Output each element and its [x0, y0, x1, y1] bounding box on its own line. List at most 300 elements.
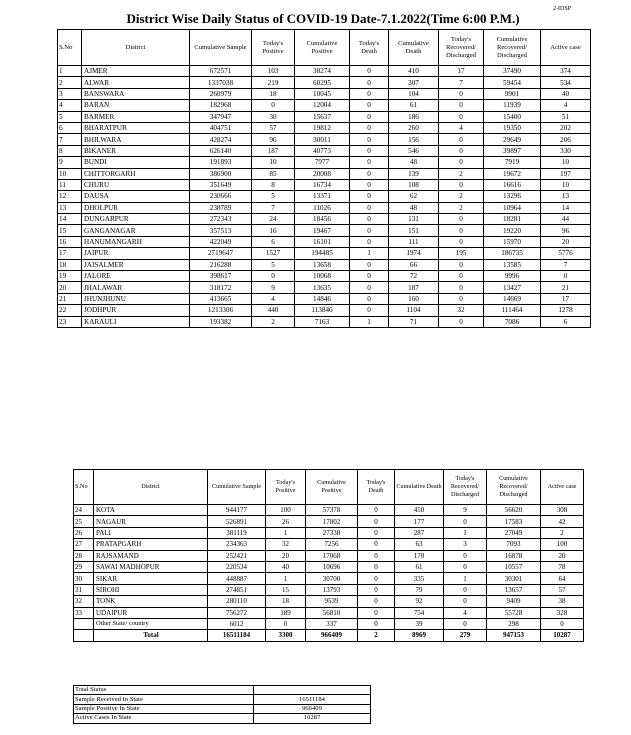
cell-todays-positive: 187	[252, 145, 295, 156]
table-row	[58, 88, 591, 99]
cell-todays-recovered: 4	[444, 607, 487, 618]
cell-todays-recovered: 32	[439, 305, 484, 316]
cell-todays-positive: 4	[252, 293, 295, 304]
cell-cumulative-sample: 357513	[190, 225, 252, 236]
cell-todays-recovered: 0	[439, 88, 484, 99]
cell-district: KOTA	[94, 505, 208, 516]
cell-todays-death: 0	[358, 607, 395, 618]
header-sno: S.No	[58, 30, 82, 66]
cell-cumulative-sample: 260979	[190, 88, 252, 99]
table-row	[58, 66, 591, 77]
cell-cumulative-recovered: 39897	[484, 145, 541, 156]
cell-todays-positive: 1	[266, 527, 306, 538]
cell-cumulative-positive: 13793	[306, 584, 358, 595]
cell-cumulative-death: 160	[389, 293, 439, 304]
cell-sno: 29	[74, 561, 94, 572]
cell-cumulative-sample: 428274	[190, 134, 252, 145]
header-active-case: Active case	[541, 470, 584, 505]
cell-cumulative-sample: 272343	[190, 214, 252, 225]
table-row	[58, 179, 591, 190]
cell-cumulative-recovered: 30301	[487, 573, 541, 584]
cell-sno: 31	[74, 584, 94, 595]
cell-cumulative-death: 170	[395, 550, 444, 561]
cell-sno: 14	[58, 214, 82, 225]
cell-cumulative-death: 410	[389, 66, 439, 77]
cell-todays-death: 0	[358, 584, 395, 595]
header-todays-positive: Today's Positive	[266, 470, 306, 505]
cell-todays-death: 0	[350, 77, 389, 88]
page-title: District Wise Daily Status of COVID-19 Date-7.1.2022(Time 6:00 P.M.)	[126, 11, 520, 26]
cell-todays-recovered: 0	[439, 259, 484, 270]
cell-cumulative-death: 72	[389, 271, 439, 282]
cell-district: JALORE	[82, 271, 190, 282]
header-cumulative-death: Cumulative Death	[389, 30, 439, 66]
header-cumulative-recovered: Cumulative Recovered/ Discharged	[484, 30, 541, 66]
cell-todays-positive: 26	[266, 516, 306, 527]
cell-cumulative-sample: 756272	[208, 607, 266, 618]
cell-cumulative-sample: 16511184	[208, 630, 266, 641]
cell-todays-death: 0	[358, 561, 395, 572]
cell-todays-positive: 40	[266, 561, 306, 572]
cell-sno: 5	[58, 111, 82, 122]
cell-todays-death: 0	[358, 550, 395, 561]
cell-todays-death: 0	[350, 145, 389, 156]
cell-todays-death: 0	[350, 111, 389, 122]
cell-cumulative-sample: 280110	[208, 596, 266, 607]
district-table-2	[73, 469, 584, 642]
summary-value: 10287	[254, 714, 371, 723]
cell-cumulative-recovered: 13657	[487, 584, 541, 595]
cell-cumulative-positive: 16734	[295, 179, 350, 190]
cell-cumulative-death: 48	[389, 202, 439, 213]
cell-cumulative-recovered: 7919	[484, 157, 541, 168]
header-todays-death: Today's Death	[358, 470, 395, 505]
cell-district: CHITTORGARH	[82, 168, 190, 179]
cell-sno: 3	[58, 88, 82, 99]
total-row	[74, 630, 584, 641]
cell-sno: 4	[58, 100, 82, 111]
cell-todays-death: 0	[350, 259, 389, 270]
table-row	[58, 100, 591, 111]
cell-sno: 17	[58, 248, 82, 259]
table-row	[74, 505, 584, 516]
cell-cumulative-recovered: 27049	[487, 527, 541, 538]
cell-todays-death: 0	[350, 122, 389, 133]
cell-cumulative-death: 92	[395, 596, 444, 607]
cell-district: SAWAI MADHOPUR	[94, 561, 208, 572]
cell-cumulative-recovered: 37490	[484, 66, 541, 77]
cell-cumulative-positive: 17802	[306, 516, 358, 527]
cell-cumulative-death: 546	[389, 145, 439, 156]
cell-cumulative-recovered: 9409	[487, 596, 541, 607]
cell-cumulative-sample: 347947	[190, 111, 252, 122]
cell-todays-positive: 18	[266, 596, 306, 607]
cell-sno: 19	[58, 271, 82, 282]
cell-cumulative-recovered: 111464	[484, 305, 541, 316]
cell-sno: 32	[74, 596, 94, 607]
cell-cumulative-death: 66	[389, 259, 439, 270]
cell-todays-positive: 15	[266, 584, 306, 595]
cell-active-case: 2	[541, 527, 584, 538]
cell-active-case: 4	[541, 100, 591, 111]
cell-cumulative-recovered: 16878	[487, 550, 541, 561]
cell-cumulative-recovered: 9996	[484, 271, 541, 282]
cell-cumulative-recovered: 9901	[484, 88, 541, 99]
cell-sno: 27	[74, 539, 94, 550]
header-cumulative-death: Cumulative Death	[395, 470, 444, 505]
table-row	[58, 305, 591, 316]
cell-todays-recovered: 0	[439, 100, 484, 111]
cell-todays-recovered: 2	[439, 191, 484, 202]
cell-cumulative-recovered: 298	[487, 618, 541, 629]
cell-active-case: 57	[541, 584, 584, 595]
summary-heading-row	[74, 686, 371, 695]
cell-cumulative-positive: 113846	[295, 305, 350, 316]
table-row	[58, 316, 591, 327]
cell-cumulative-sample: 944177	[208, 505, 266, 516]
cell-active-case: 330	[541, 145, 591, 156]
cell-todays-positive: 96	[252, 134, 295, 145]
cell-district: JAISALMER	[82, 259, 190, 270]
cell-cumulative-sample: 526891	[208, 516, 266, 527]
cell-cumulative-sample: 386900	[190, 168, 252, 179]
cell-cumulative-recovered: 10964	[484, 202, 541, 213]
cell-cumulative-recovered: 11939	[484, 100, 541, 111]
cell-cumulative-recovered: 19672	[484, 168, 541, 179]
cell-district: JODHPUR	[82, 305, 190, 316]
cell-cumulative-positive: 14846	[295, 293, 350, 304]
cell-todays-positive: 7	[252, 202, 295, 213]
cell-cumulative-sample: 274851	[208, 584, 266, 595]
cell-district: JHALAWAR	[82, 282, 190, 293]
cell-todays-positive: 20	[266, 550, 306, 561]
cell-sno: 16	[58, 236, 82, 247]
cell-cumulative-sample: 318172	[190, 282, 252, 293]
cell-cumulative-sample: 191893	[190, 157, 252, 168]
table-row	[58, 77, 591, 88]
cell-cumulative-positive: 337	[306, 618, 358, 629]
cell-cumulative-positive: 9539	[306, 596, 358, 607]
cell-todays-death: 0	[350, 202, 389, 213]
cell-cumulative-recovered: 15970	[484, 236, 541, 247]
cell-cumulative-recovered: 19220	[484, 225, 541, 236]
cell-cumulative-death: 156	[389, 134, 439, 145]
summary-value: 16511184	[254, 695, 371, 704]
cell-cumulative-death: 61	[389, 100, 439, 111]
cell-cumulative-recovered: 29649	[484, 134, 541, 145]
cell-todays-positive: 8	[252, 179, 295, 190]
cell-cumulative-death: 754	[395, 607, 444, 618]
cell-active-case: 13	[541, 191, 591, 202]
cell-todays-recovered: 0	[439, 293, 484, 304]
cell-sno: 2	[58, 77, 82, 88]
district-table-1	[57, 29, 591, 328]
cell-cumulative-death: 450	[395, 505, 444, 516]
cell-cumulative-recovered: 15400	[484, 111, 541, 122]
header-cumulative-sample: Cumulative Sample	[208, 470, 266, 505]
header-todays-recovered: Today's Recovered/ Discharged	[444, 470, 487, 505]
cell-sno: 10	[58, 168, 82, 179]
cell-cumulative-death: 63	[395, 539, 444, 550]
cell-todays-recovered: 0	[444, 584, 487, 595]
cell-todays-recovered: 1	[444, 573, 487, 584]
cell-todays-positive: 5	[252, 191, 295, 202]
cell-active-case: 374	[541, 66, 591, 77]
summary-value: 966409	[254, 704, 371, 713]
cell-active-case: 10287	[541, 630, 584, 641]
cell-cumulative-death: 104	[389, 88, 439, 99]
cell-todays-positive: 24	[252, 214, 295, 225]
cell-cumulative-recovered: 7093	[487, 539, 541, 550]
cell-todays-recovered: 2	[439, 202, 484, 213]
cell-cumulative-sample: 1337038	[190, 77, 252, 88]
cell-cumulative-death: 131	[389, 214, 439, 225]
header-todays-recovered: Today's Recovered/ Discharged	[439, 30, 484, 66]
cell-cumulative-death: 186	[389, 111, 439, 122]
cell-sno: 9	[58, 157, 82, 168]
cell-todays-positive: 3300	[266, 630, 306, 641]
cell-cumulative-death: 151	[389, 225, 439, 236]
cell-district: BANSWARA	[82, 88, 190, 99]
cell-sno: 1	[58, 66, 82, 77]
cell-sno: 7	[58, 134, 82, 145]
cell-cumulative-sample: 422049	[190, 236, 252, 247]
cell-todays-death: 0	[350, 66, 389, 77]
cell-cumulative-sample: 216288	[190, 259, 252, 270]
cell-todays-death: 0	[350, 293, 389, 304]
cell-cumulative-sample: 6012	[208, 618, 266, 629]
table-header-row	[74, 470, 584, 505]
cell-cumulative-sample: 234363	[208, 539, 266, 550]
cell-cumulative-positive: 13635	[295, 282, 350, 293]
cell-cumulative-sample: 2719647	[190, 248, 252, 259]
cell-district: DAUSA	[82, 191, 190, 202]
cell-sno: 13	[58, 202, 82, 213]
total-status-table	[73, 685, 371, 724]
cell-district: TONK	[94, 596, 208, 607]
cell-cumulative-positive: 7163	[295, 316, 350, 327]
district-table-2-body	[74, 505, 584, 642]
cell-sno	[74, 618, 94, 629]
cell-district: AJMER	[82, 66, 190, 77]
cell-todays-recovered: 1	[444, 527, 487, 538]
table-row	[58, 248, 591, 259]
cell-cumulative-recovered: 19350	[484, 122, 541, 133]
cell-active-case: 78	[541, 561, 584, 572]
cell-active-case: 308	[541, 505, 584, 516]
cell-active-case: 202	[541, 122, 591, 133]
cell-active-case: 20	[541, 236, 591, 247]
cell-cumulative-death: 287	[395, 527, 444, 538]
header-active-case: Active case	[541, 30, 591, 66]
table-row	[58, 122, 591, 133]
cell-cumulative-death: 71	[389, 316, 439, 327]
cell-sno: 12	[58, 191, 82, 202]
cell-active-case: 42	[541, 516, 584, 527]
cell-active-case: 64	[541, 573, 584, 584]
table-row	[74, 607, 584, 618]
cell-cumulative-death: 335	[395, 573, 444, 584]
cell-cumulative-positive: 7256	[306, 539, 358, 550]
cell-todays-death: 0	[350, 236, 389, 247]
cell-cumulative-positive: 30011	[295, 134, 350, 145]
cell-cumulative-death: 187	[389, 282, 439, 293]
cell-todays-recovered: 0	[444, 516, 487, 527]
cell-todays-positive: 10	[252, 157, 295, 168]
cell-todays-recovered: 0	[439, 157, 484, 168]
district-table-1-body	[58, 66, 591, 328]
cell-active-case: 44	[541, 214, 591, 225]
cell-district: HANUMANGARH	[82, 236, 190, 247]
header-cumulative-recovered: Cumulative Recovered/ Discharged	[487, 470, 541, 505]
cell-cumulative-sample: 381119	[208, 527, 266, 538]
cell-cumulative-positive: 18456	[295, 214, 350, 225]
cell-active-case: 1278	[541, 305, 591, 316]
cell-district: ALWAR	[82, 77, 190, 88]
cell-todays-positive: 100	[266, 505, 306, 516]
cell-cumulative-positive: 10068	[295, 271, 350, 282]
cell-todays-positive: 219	[252, 77, 295, 88]
cell-cumulative-recovered: 13296	[484, 191, 541, 202]
cell-todays-positive: 6	[252, 236, 295, 247]
cell-sno: 25	[74, 516, 94, 527]
cell-cumulative-death: 108	[389, 179, 439, 190]
cell-todays-positive: 1	[266, 573, 306, 584]
table-row	[74, 561, 584, 572]
header-cumulative-sample: Cumulative Sample	[190, 30, 252, 66]
cell-cumulative-recovered: 55728	[487, 607, 541, 618]
cell-cumulative-positive: 194485	[295, 248, 350, 259]
cell-todays-death: 0	[350, 214, 389, 225]
cell-todays-positive: 57	[252, 122, 295, 133]
cell-cumulative-death: 62	[389, 191, 439, 202]
summary-label: Sample Positive In State	[74, 704, 254, 713]
table-row	[58, 259, 591, 270]
cell-todays-recovered: 7	[439, 77, 484, 88]
cell-todays-death: 0	[358, 527, 395, 538]
cell-todays-recovered: 0	[444, 561, 487, 572]
cell-active-case: 38	[541, 596, 584, 607]
cell-active-case: 96	[541, 225, 591, 236]
cell-cumulative-death: 307	[389, 77, 439, 88]
table-row	[58, 293, 591, 304]
cell-todays-positive: 0	[252, 271, 295, 282]
cell-cumulative-sample: 448887	[208, 573, 266, 584]
summary-row	[74, 695, 371, 704]
cell-cumulative-positive: 17068	[306, 550, 358, 561]
cell-sno: 30	[74, 573, 94, 584]
table-row	[74, 584, 584, 595]
table-row	[58, 202, 591, 213]
cell-sno	[74, 630, 94, 641]
cell-cumulative-recovered: 7086	[484, 316, 541, 327]
cell-todays-death: 0	[358, 618, 395, 629]
cell-sno: 26	[74, 527, 94, 538]
cell-todays-recovered: 0	[444, 596, 487, 607]
cell-todays-recovered: 0	[439, 214, 484, 225]
cell-active-case: 6	[541, 316, 591, 327]
cell-cumulative-death: 1974	[389, 248, 439, 259]
table-row	[58, 214, 591, 225]
cell-todays-death: 0	[358, 596, 395, 607]
cell-todays-positive: 30	[252, 111, 295, 122]
cell-district: NAGAUR	[94, 516, 208, 527]
cell-cumulative-positive: 16101	[295, 236, 350, 247]
summary-heading: Total Status	[74, 686, 254, 695]
cell-district: Total	[94, 630, 208, 641]
cell-cumulative-positive: 38274	[295, 66, 350, 77]
cell-active-case: 21	[541, 282, 591, 293]
cell-todays-positive: 1527	[252, 248, 295, 259]
cell-todays-death: 0	[350, 305, 389, 316]
table-row	[58, 271, 591, 282]
cell-cumulative-recovered: 18281	[484, 214, 541, 225]
cell-cumulative-recovered: 947153	[487, 630, 541, 641]
table-row	[58, 225, 591, 236]
cell-cumulative-positive: 60295	[295, 77, 350, 88]
cell-active-case: 40	[541, 88, 591, 99]
cell-active-case: 17	[541, 293, 591, 304]
cell-district: BUNDI	[82, 157, 190, 168]
cell-cumulative-sample: 398617	[190, 271, 252, 282]
cell-sno: 23	[58, 316, 82, 327]
cell-todays-recovered: 0	[439, 225, 484, 236]
cell-cumulative-recovered: 59454	[484, 77, 541, 88]
cell-active-case: 100	[541, 539, 584, 550]
cell-district: Other State/ country	[94, 618, 208, 629]
cell-sno: 20	[58, 282, 82, 293]
header-cumulative-positive: Cumulative Positive	[306, 470, 358, 505]
cell-sno: 22	[58, 305, 82, 316]
cell-todays-death: 0	[358, 516, 395, 527]
cell-cumulative-death: 260	[389, 122, 439, 133]
cell-todays-recovered: 0	[439, 145, 484, 156]
cell-cumulative-recovered: 10557	[487, 561, 541, 572]
cell-todays-recovered: 2	[439, 168, 484, 179]
cell-district: RAJSAMAND	[94, 550, 208, 561]
table-row	[58, 157, 591, 168]
summary-row	[74, 704, 371, 713]
cell-todays-positive: 103	[252, 66, 295, 77]
cell-active-case: 10	[541, 157, 591, 168]
table-row	[74, 573, 584, 584]
cell-cumulative-death: 1104	[389, 305, 439, 316]
header-cumulative-positive: Cumulative Positive	[295, 30, 350, 66]
cell-todays-death: 0	[350, 282, 389, 293]
cell-todays-death: 0	[358, 573, 395, 584]
cell-todays-death: 0	[350, 88, 389, 99]
cell-cumulative-recovered: 16616	[484, 179, 541, 190]
cell-todays-recovered: 0	[439, 316, 484, 327]
cell-todays-death: 0	[350, 191, 389, 202]
cell-active-case: 20	[541, 550, 584, 561]
document-tag: 2-IDSP	[553, 6, 572, 12]
cell-district: DUNGARPUR	[82, 214, 190, 225]
header-todays-positive: Today's Positive	[252, 30, 295, 66]
cell-todays-positive: 5	[252, 259, 295, 270]
cell-cumulative-positive: 19812	[295, 122, 350, 133]
cell-todays-positive: 9	[252, 282, 295, 293]
cell-cumulative-sample: 193382	[190, 316, 252, 327]
cell-cumulative-positive: 30700	[306, 573, 358, 584]
cell-active-case: 206	[541, 134, 591, 145]
cell-todays-recovered: 0	[439, 236, 484, 247]
table-row	[74, 596, 584, 607]
cell-cumulative-sample: 672571	[190, 66, 252, 77]
cell-cumulative-positive: 11026	[295, 202, 350, 213]
table-row	[58, 191, 591, 202]
cell-cumulative-positive: 40773	[295, 145, 350, 156]
